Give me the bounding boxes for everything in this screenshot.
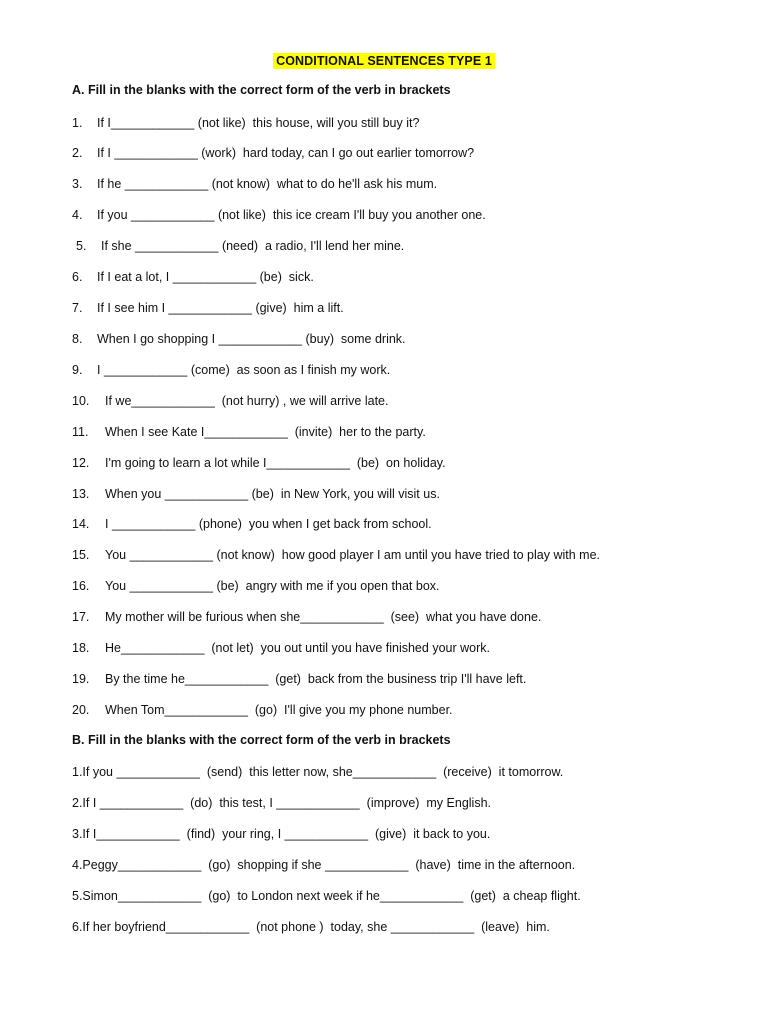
exercise-a-item <box>72 486 440 502</box>
item-text: If you ____________ (not like) this ice cream I'll buy you another one. <box>97 208 486 222</box>
item-number: 13. <box>72 487 90 501</box>
item-text: I ____________ (phone) you when I get back from school. <box>105 517 432 531</box>
section-a-heading: A. Fill in the blanks with the correct form of the verb in brackets <box>72 83 451 97</box>
item-text: If we____________ (not hurry) , we will arrive late. <box>105 394 389 408</box>
exercise-a-item <box>72 516 432 532</box>
item-text: You ____________ (not know) how good player I am until you have tried to play with me. <box>105 548 600 562</box>
exercise-a-item <box>72 207 486 223</box>
exercise-a-item <box>72 300 344 316</box>
item-text: When you ____________ (be) in New York, you will visit us. <box>105 487 440 501</box>
item-text: My mother will be furious when she____________ (see) what you have done. <box>105 610 542 624</box>
exercise-b-item: 2.If I ____________ (do) this test, I ____________ (improve) my English. <box>72 796 492 810</box>
exercise-a-item <box>72 176 437 192</box>
item-text: When I see Kate I____________ (invite) her to the party. <box>105 425 426 439</box>
item-number: 16. <box>72 579 90 593</box>
title-wrap <box>0 52 768 70</box>
item-text: If he ____________ (not know) what to do he'll ask his mum. <box>97 177 438 191</box>
item-number: 6. <box>72 270 83 284</box>
item-number: 2. <box>72 146 83 160</box>
item-text: I ____________ (come) as soon as I finish my work. <box>97 363 391 377</box>
exercise-a-item <box>72 362 390 378</box>
exercise-a-item <box>72 640 490 656</box>
item-text: He____________ (not let) you out until you have finished your work. <box>105 641 490 655</box>
item-number: 8. <box>72 332 83 346</box>
item-text: If she ____________ (need) a radio, I'll lend her mine. <box>101 239 405 253</box>
item-text: If I eat a lot, I ____________ (be) sick. <box>97 270 314 284</box>
exercise-a-item <box>72 455 446 471</box>
item-number: 11. <box>72 425 89 439</box>
exercise-a-item <box>72 702 453 718</box>
exercise-a-item <box>72 331 406 347</box>
exercise-b-item: 5.Simon____________ (go) to London next week if he____________ (get) a cheap flight. <box>72 889 581 903</box>
exercise-b-item: 4.Peggy____________ (go) shopping if she ____________ (have) time in the afternoon. <box>72 858 576 872</box>
exercise-a-item <box>72 671 526 687</box>
item-text: If I see him I ____________ (give) him a lift. <box>97 301 344 315</box>
item-number: 19. <box>72 672 90 686</box>
item-number: 3. <box>72 177 83 191</box>
item-number: 9. <box>72 363 83 377</box>
item-text: When I go shopping I ____________ (buy) some drink. <box>97 332 406 346</box>
exercise-b-item: 3.If I____________ (find) your ring, I ____________ (give) it back to you. <box>72 827 491 841</box>
exercise-a-item <box>72 609 541 625</box>
item-text: I'm going to learn a lot while I____________ (be) on holiday. <box>105 456 446 470</box>
item-text: If I____________ (not like) this house, will you still buy it? <box>97 116 420 130</box>
item-text: If I ____________ (work) hard today, can I go out earlier tomorrow? <box>97 146 475 160</box>
item-text: You ____________ (be) angry with me if you open that box. <box>105 579 440 593</box>
item-number: 10. <box>72 394 90 408</box>
item-text: When Tom____________ (go) I'll give you my phone number. <box>105 703 453 717</box>
exercise-b-item: 6.If her boyfriend____________ (not phone ) today, she ____________ (leave) him. <box>72 920 550 934</box>
section-b-heading: B. Fill in the blanks with the correct form of the verb in brackets <box>72 733 451 747</box>
worksheet-title: CONDITIONAL SENTENCES TYPE 1 <box>273 53 495 69</box>
item-number: 4. <box>72 208 83 222</box>
exercise-a-item <box>72 269 314 285</box>
item-number: 14. <box>72 517 90 531</box>
exercise-a-item <box>72 424 426 440</box>
exercise-a-item <box>72 115 419 131</box>
exercise-a-item <box>76 238 404 254</box>
item-number: 12. <box>72 456 90 470</box>
exercise-a-item <box>72 393 388 409</box>
item-number: 18. <box>72 641 90 655</box>
exercise-b-item: 1.If you ____________ (send) this letter now, she____________ (receive) it tomorrow. <box>72 765 564 779</box>
item-number: 20. <box>72 703 90 717</box>
item-number: 5. <box>76 239 87 253</box>
item-number: 1. <box>72 116 83 130</box>
item-number: 7. <box>72 301 83 315</box>
item-text: By the time he____________ (get) back from the business trip I'll have left. <box>105 672 527 686</box>
exercise-a-item <box>72 547 600 563</box>
item-number: 17. <box>72 610 90 624</box>
item-number: 15. <box>72 548 90 562</box>
exercise-a-item <box>72 578 440 594</box>
exercise-a-item <box>72 145 474 161</box>
